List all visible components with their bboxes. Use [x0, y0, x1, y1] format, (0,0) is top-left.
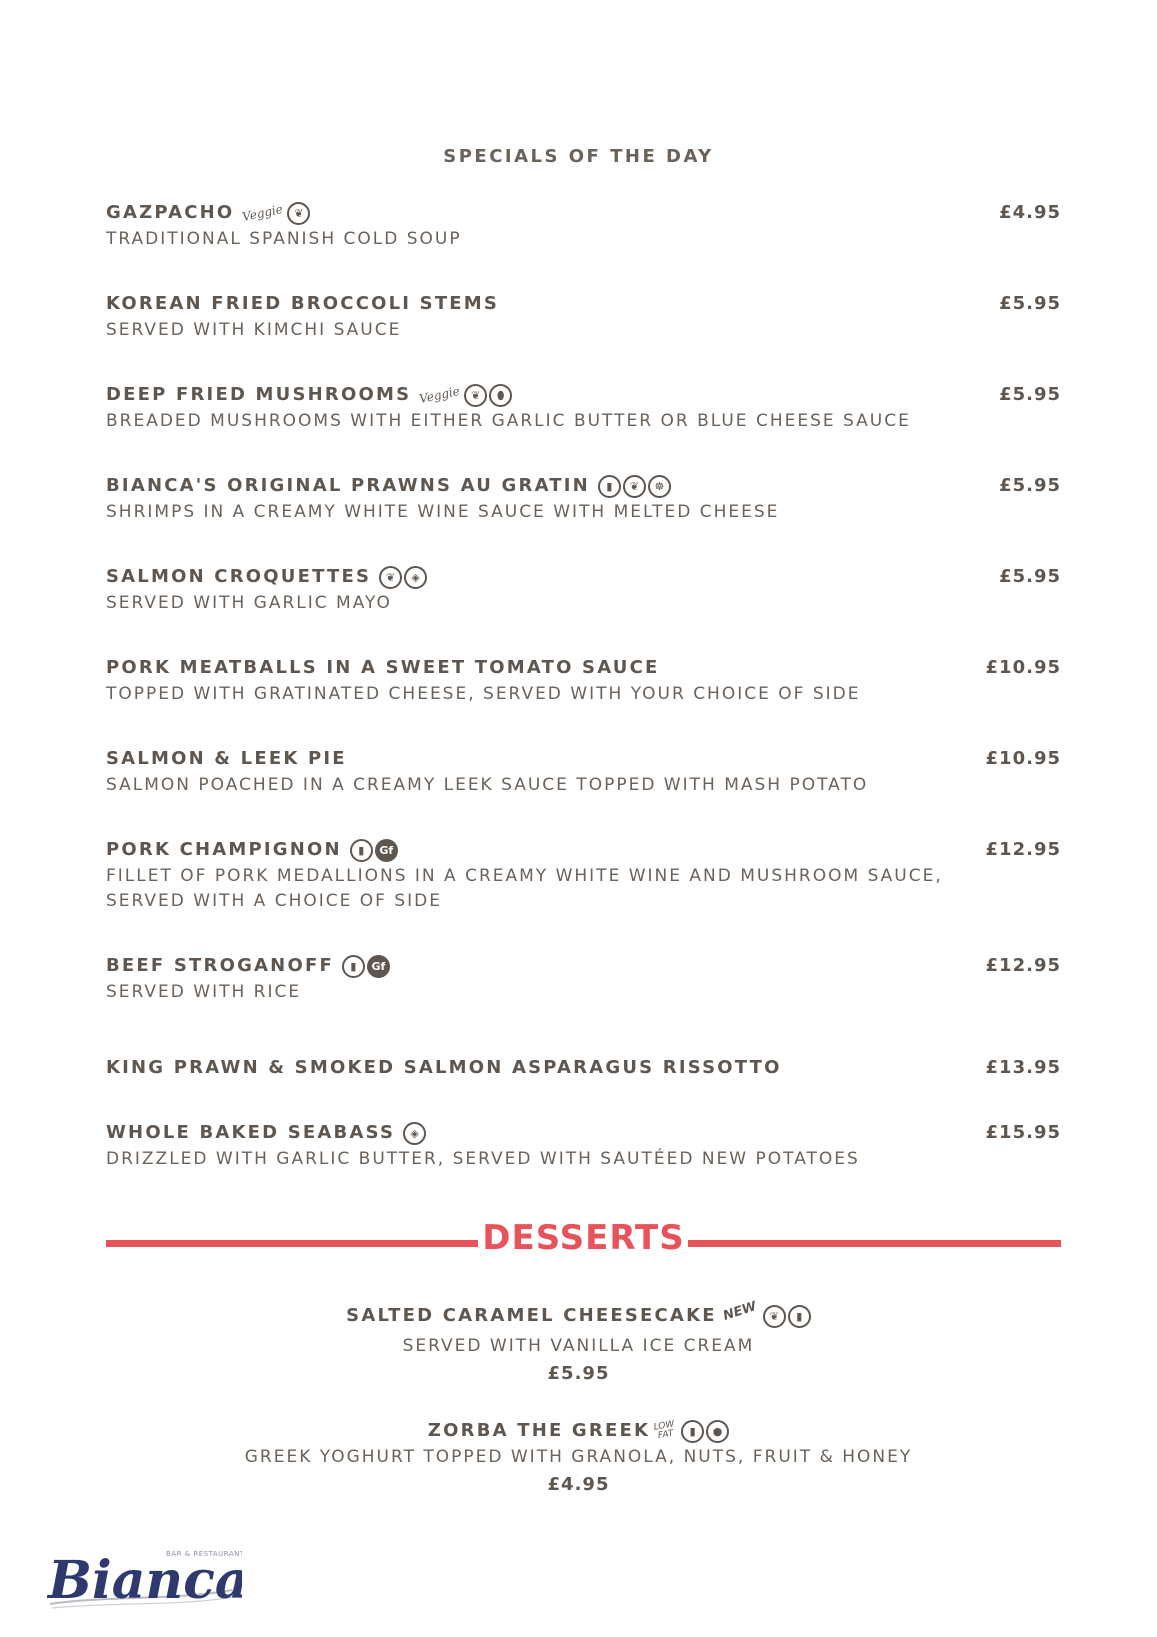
item-name: BIANCA'S ORIGINAL PRAWNS AU GRATIN	[106, 475, 590, 496]
leaf-icon: ❦	[464, 384, 487, 407]
item-price: £15.95	[985, 1122, 1061, 1143]
dietary-icons	[721, 1300, 811, 1332]
item-description: SALMON POACHED IN A CREAMY LEEK SAUCE TOPPED WITH MASH POTATO	[106, 775, 869, 795]
item-name: WHOLE BAKED SEABASS	[106, 1122, 396, 1143]
leaf-icon: ❦	[623, 475, 646, 498]
item-name: SALMON CROQUETTES	[106, 566, 372, 587]
menu-item	[106, 292, 1061, 343]
item-description: FILLET OF PORK MEDALLIONS IN A CREAMY WHITE WINE AND MUSHROOM SAUCE, SERVED WITH A CHOICE OF SIDE	[106, 866, 943, 911]
item-description: SHRIMPS IN A CREAMY WHITE WINE SAUCE WITH MELTED CHEESE	[106, 502, 780, 522]
dessert-item	[0, 1300, 1157, 1384]
item-description: SERVED WITH RICE	[106, 982, 302, 1002]
item-description: TRADITIONAL SPANISH COLD SOUP	[106, 229, 462, 249]
leaf-icon: ❦	[287, 202, 310, 225]
dessert-item	[0, 1419, 1157, 1495]
menu-item	[106, 838, 1061, 914]
menu-item	[106, 1056, 1061, 1080]
menu-item	[106, 383, 1061, 434]
low-fat-tag: LOW FAT	[653, 1419, 676, 1442]
dietary-icons	[419, 383, 512, 407]
logo-graphic	[42, 1534, 242, 1624]
item-description: DRIZZLED WITH GARLIC BUTTER, SERVED WITH SAUTÉED NEW POTATOES	[106, 1149, 860, 1169]
restaurant-logo	[42, 1534, 242, 1624]
logo-wordmark: Bianc	[48, 1550, 215, 1611]
desserts-header	[106, 1216, 1061, 1260]
gluten-free-icon: Gf	[367, 955, 390, 978]
item-name: PORK MEATBALLS IN A SWEET TOMATO SAUCE	[106, 657, 660, 678]
item-description: GREEK YOGHURT TOPPED WITH GRANOLA, NUTS, FRUIT & HONEY	[244, 1447, 913, 1467]
menu-item	[106, 474, 1061, 525]
fish-icon: ◈	[403, 1122, 426, 1145]
item-name: KOREAN FRIED BROCCOLI STEMS	[106, 293, 500, 314]
milk-icon: ▮	[350, 839, 373, 862]
menu-item	[106, 747, 1061, 798]
dietary-icons	[654, 1420, 729, 1443]
menu-item	[106, 954, 1061, 1005]
item-price: £5.95	[999, 293, 1061, 314]
veggie-tag: Veggie	[241, 201, 285, 225]
menu-item	[106, 1121, 1061, 1172]
milk-icon: ▮	[598, 475, 621, 498]
nut-icon: ●	[706, 1420, 729, 1443]
item-name: ZORBA THE GREEK	[427, 1420, 651, 1441]
dietary-icons	[379, 566, 427, 589]
milk-icon: ▮	[788, 1305, 811, 1328]
item-price: £10.95	[985, 657, 1061, 678]
egg-icon: ⬮	[489, 384, 512, 407]
menu-item	[106, 201, 1061, 252]
item-description: TOPPED WITH GRATINATED CHEESE, SERVED WITH YOUR CHOICE OF SIDE	[106, 684, 861, 704]
item-price: £13.95	[985, 1057, 1061, 1078]
leaf-icon: ❦	[763, 1305, 786, 1328]
page-title: SPECIALS OF THE DAY	[443, 146, 714, 167]
menu-item	[106, 565, 1061, 616]
crab-icon: ☸	[648, 475, 671, 498]
logo-tagline: BAR & RESTAURANT	[166, 1550, 242, 1558]
item-name: KING PRAWN & SMOKED SALMON ASPARAGUS RISSOTTO	[106, 1057, 782, 1078]
milk-icon: ▮	[681, 1420, 704, 1443]
item-name: SALTED CARAMEL CHEESECAKE	[346, 1305, 717, 1326]
dietary-icons	[242, 201, 310, 225]
item-price: £12.95	[985, 955, 1061, 976]
item-price: £10.95	[985, 748, 1061, 769]
item-price: £12.95	[985, 839, 1061, 860]
dietary-icons	[342, 955, 390, 978]
item-description: BREADED MUSHROOMS WITH EITHER GARLIC BUTTER OR BLUE CHEESE SAUCE	[106, 411, 911, 431]
dietary-icons	[350, 839, 398, 862]
milk-icon: ▮	[342, 955, 365, 978]
new-tag: NEW	[721, 1299, 759, 1324]
item-description: SERVED WITH KIMCHI SAUCE	[106, 320, 402, 340]
item-price: £5.95	[999, 475, 1061, 496]
item-price: £4.95	[999, 202, 1061, 223]
item-description: SERVED WITH VANILLA ICE CREAM	[402, 1336, 755, 1356]
section-title: DESSERTS	[482, 1218, 685, 1258]
item-price: £4.95	[547, 1474, 610, 1495]
item-name: PORK CHAMPIGNON	[106, 839, 342, 860]
item-name: SALMON & LEEK PIE	[106, 748, 347, 769]
leaf-icon: ❦	[379, 566, 402, 589]
menu-item	[106, 656, 1061, 707]
dietary-icons	[598, 475, 671, 498]
veggie-tag: Veggie	[418, 383, 462, 407]
item-price: £5.95	[999, 384, 1061, 405]
item-name: DEEP FRIED MUSHROOMS	[106, 384, 412, 405]
item-name: GAZPACHO	[106, 202, 235, 223]
item-description: SERVED WITH GARLIC MAYO	[106, 593, 392, 613]
dietary-icons	[403, 1122, 426, 1145]
item-price: £5.95	[999, 566, 1061, 587]
fish-icon: ◈	[404, 566, 427, 589]
gluten-free-icon: Gf	[375, 839, 398, 862]
item-price: £5.95	[547, 1363, 610, 1384]
item-name: BEEF STROGANOFF	[106, 955, 334, 976]
